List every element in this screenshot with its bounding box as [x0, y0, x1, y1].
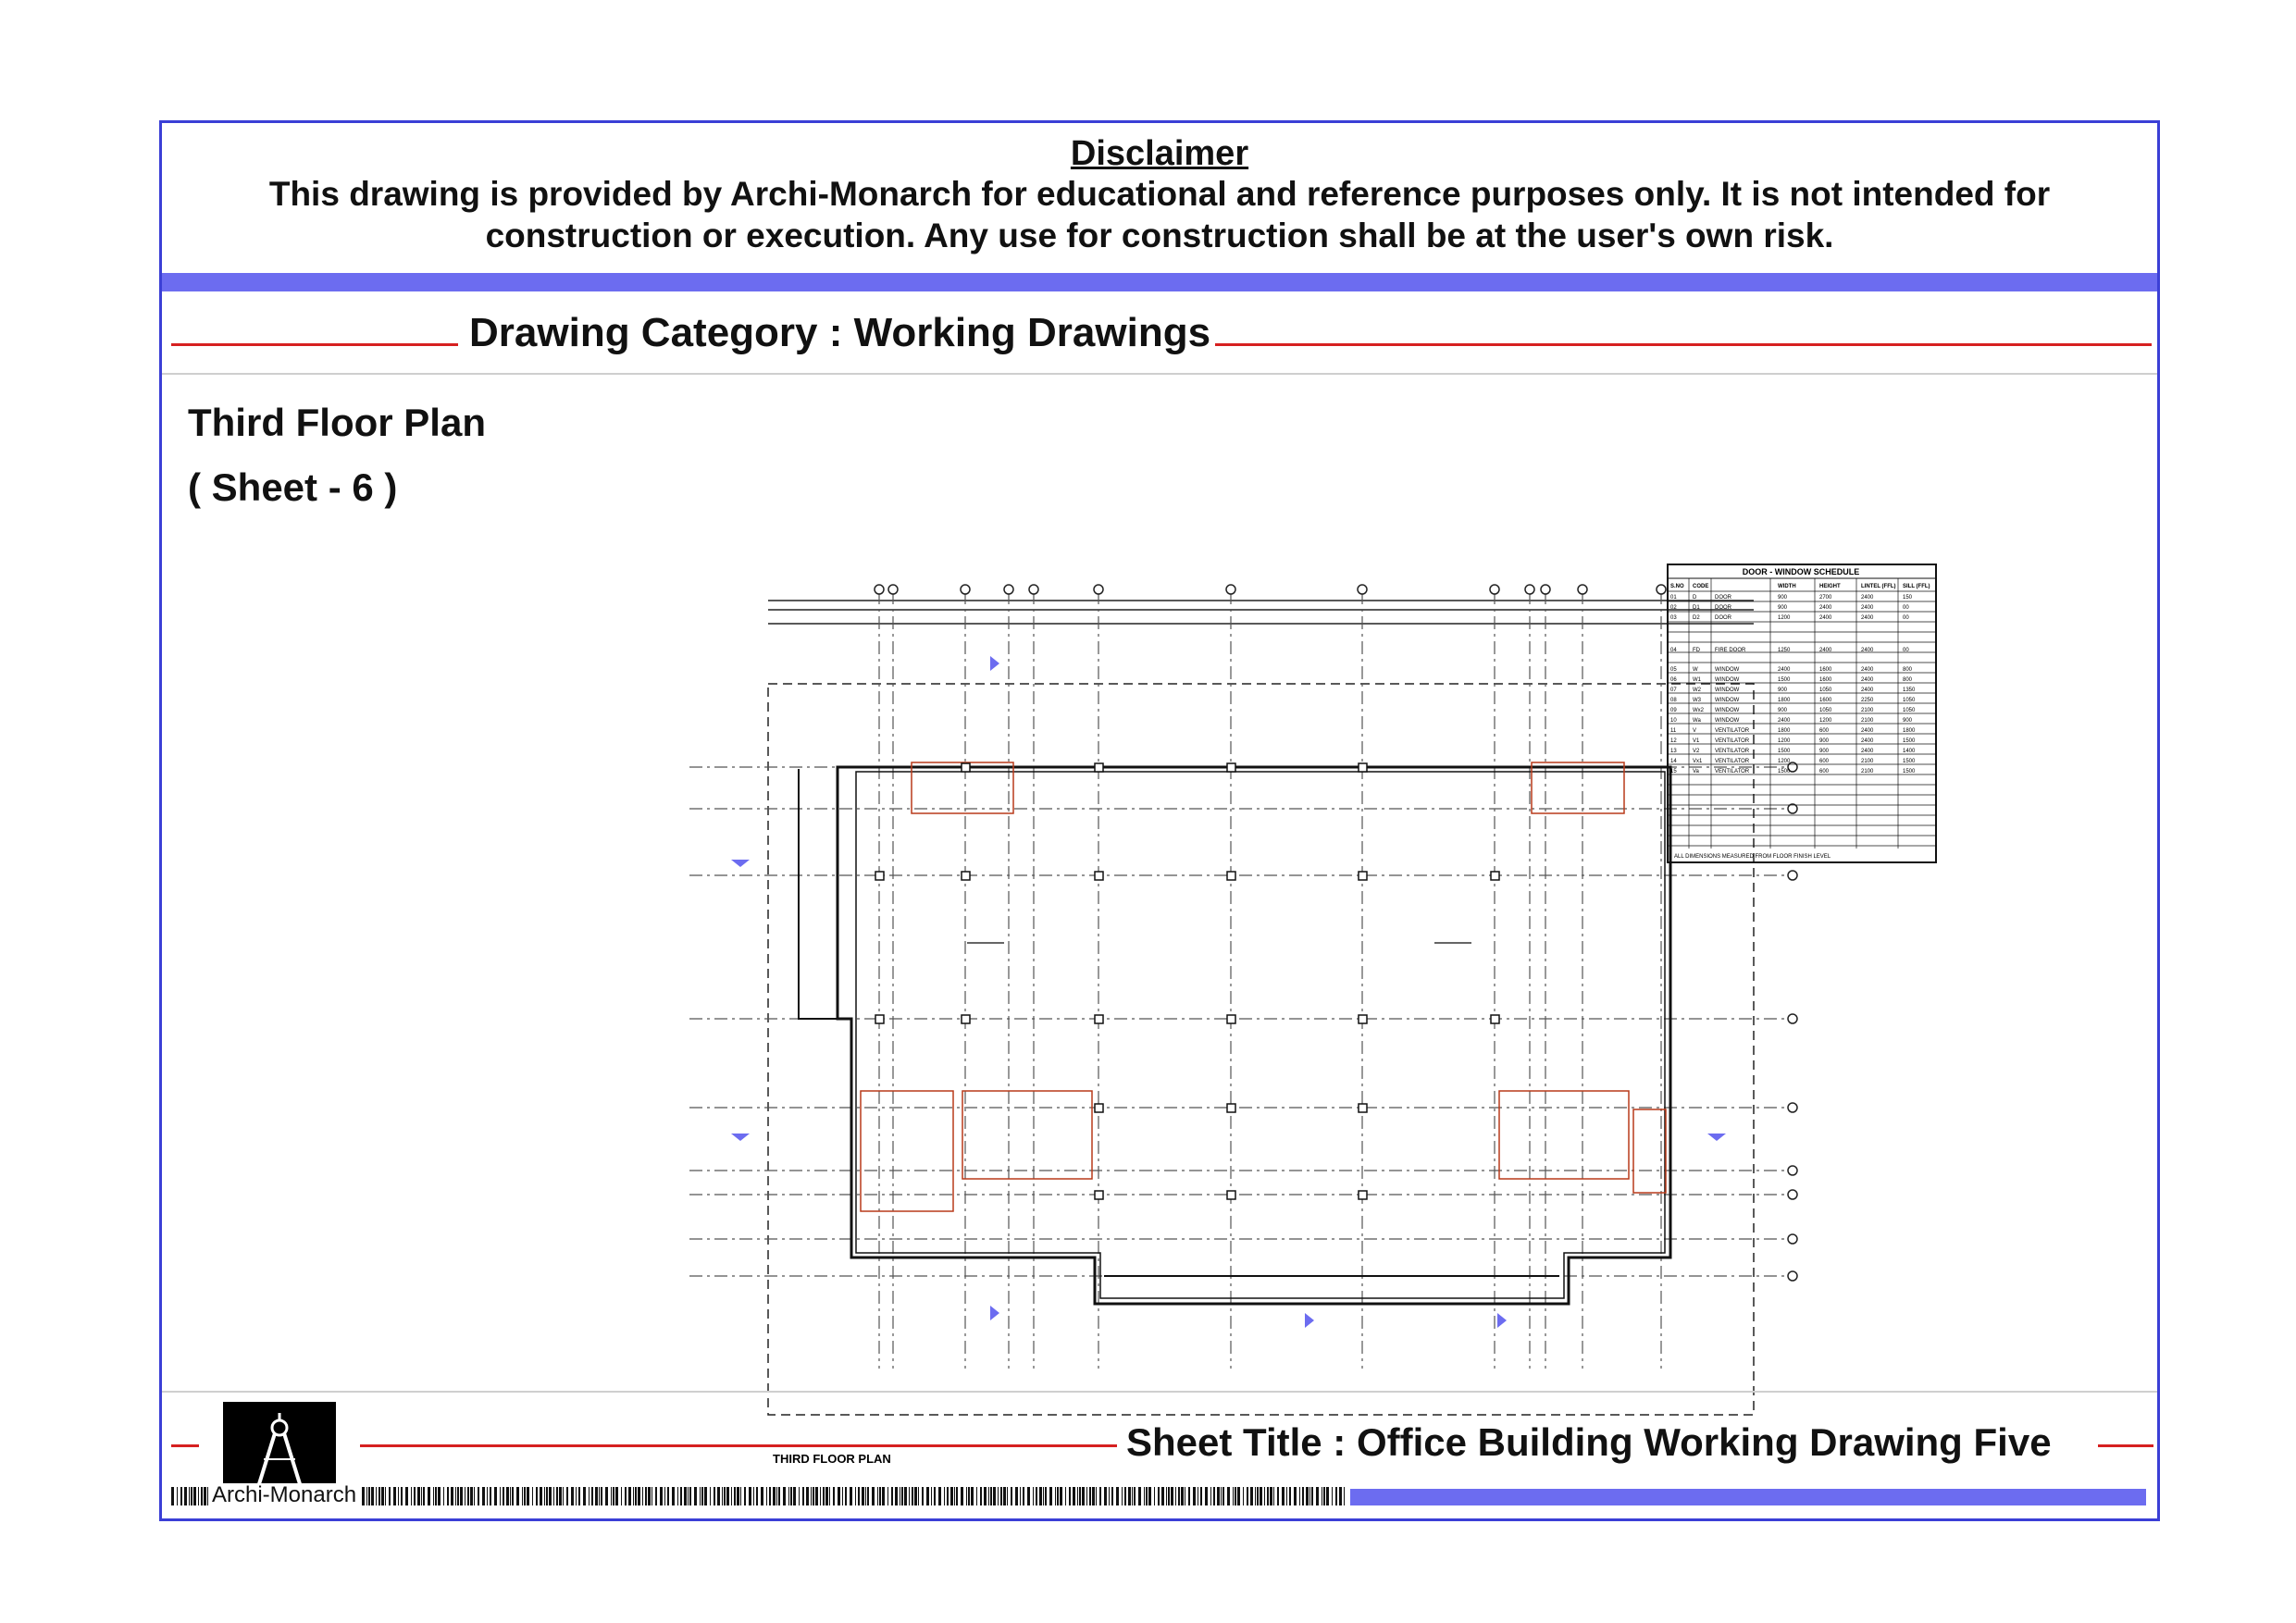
schedule-cell: 1500 [1778, 677, 1791, 683]
schedule-cell: 1200 [1778, 738, 1791, 744]
schedule-cell: Wx2 [1693, 708, 1704, 713]
sheet-title: Sheet Title : Office Building Working Drawing Five [1126, 1420, 2052, 1464]
schedule-cell: 00 [1903, 605, 1909, 611]
schedule-cell: W3 [1693, 698, 1701, 703]
plan-caption: THIRD FLOOR PLAN [773, 1452, 891, 1466]
schedule-cell: 2400 [1819, 605, 1832, 611]
schedule-cell: WINDOW [1715, 718, 1740, 724]
schedule-cell: 1200 [1778, 615, 1791, 621]
schedule-cell: 1200 [1778, 759, 1791, 764]
schedule-cell: 00 [1903, 648, 1909, 653]
schedule-cell: 12 [1670, 738, 1677, 744]
schedule-cell: 04 [1670, 648, 1677, 653]
schedule-cell: DOOR [1715, 615, 1731, 621]
schedule-header-cell: LINTEL (FFL) [1861, 584, 1896, 589]
schedule-cell: 1500 [1903, 738, 1916, 744]
schedule-cell: D2 [1693, 615, 1700, 621]
drawing-sheet-frame [159, 120, 2160, 1521]
title-block-footer [162, 1391, 2157, 1526]
schedule-cell: 1600 [1819, 677, 1832, 683]
grid-bubbles [875, 585, 1797, 1281]
category-rule-right [1215, 343, 2152, 346]
schedule-cell: 2250 [1861, 698, 1874, 703]
schedule-cell: 900 [1819, 749, 1830, 754]
schedule-cell: 09 [1670, 708, 1677, 713]
schedule-cell: V1 [1693, 738, 1700, 744]
schedule-cell: 1800 [1778, 728, 1791, 734]
schedule-header-cell: WIDTH [1778, 584, 1796, 589]
schedule-table [1667, 564, 1944, 869]
schedule-cell: 1500 [1778, 769, 1791, 774]
schedule-cell: 14 [1670, 759, 1677, 764]
schedule-cell: WINDOW [1715, 667, 1740, 673]
schedule-cell: 10 [1670, 718, 1677, 724]
schedule-cell: 2400 [1861, 615, 1874, 621]
schedule-cell: 02 [1670, 605, 1677, 611]
schedule-cell: 1800 [1903, 728, 1916, 734]
disclaimer-block [162, 123, 2157, 271]
schedule-note: ALL DIMENSIONS MEASURED FROM FLOOR FINISH LEVEL [1674, 854, 1831, 860]
schedule-cell: 01 [1670, 595, 1677, 601]
schedule-cell: 2400 [1861, 677, 1874, 683]
schedule-cell: WINDOW [1715, 688, 1740, 693]
building-inner-wall [856, 772, 1665, 1298]
schedule-cell: FIRE DOOR [1715, 648, 1746, 653]
schedule-cell: 11 [1670, 728, 1677, 734]
schedule-cell: D1 [1693, 605, 1700, 611]
schedule-cell: Vx1 [1693, 759, 1703, 764]
schedule-cell: 2100 [1861, 769, 1874, 774]
schedule-title: DOOR - WINDOW SCHEDULE [1742, 567, 1860, 576]
schedule-cell: 1600 [1819, 698, 1832, 703]
schedule-cell: 07 [1670, 688, 1677, 693]
schedule-cell: 800 [1903, 667, 1913, 673]
schedule-cell: Wa [1693, 718, 1701, 724]
footer-rule-left [171, 1444, 199, 1447]
lift-core-right [1499, 1091, 1629, 1179]
schedule-cell: 06 [1670, 677, 1677, 683]
schedule-cell: 1250 [1778, 648, 1791, 653]
schedule-cell: 1500 [1778, 749, 1791, 754]
schedule-cell: 1500 [1903, 769, 1916, 774]
section-markers [731, 656, 1726, 1328]
archi-monarch-logo [223, 1402, 336, 1494]
schedule-cell: VENTILATOR [1715, 769, 1750, 774]
schedule-cell: 2400 [1819, 615, 1832, 621]
schedule-cell: 13 [1670, 749, 1677, 754]
schedule-cell: 2400 [1819, 648, 1832, 653]
schedule-header-cell: S.NO [1670, 584, 1684, 589]
schedule-cell: 1050 [1819, 688, 1832, 693]
schedule-cell: 2400 [1861, 605, 1874, 611]
sheet-number: ( Sheet - 6 ) [188, 465, 398, 509]
schedule-cell: 1400 [1903, 749, 1916, 754]
schedule-cell: 2100 [1861, 708, 1874, 713]
schedule-cell: 2400 [1861, 738, 1874, 744]
compass-icon [223, 1402, 336, 1494]
schedule-cell: 2400 [1778, 667, 1791, 673]
header-blue-band [162, 273, 2157, 291]
schedule-cell: V2 [1693, 749, 1700, 754]
schedule-cell: DOOR [1715, 595, 1731, 601]
schedule-cell: W1 [1693, 677, 1701, 683]
schedule-cell: 2400 [1861, 688, 1874, 693]
schedule-cell: VENTILATOR [1715, 728, 1750, 734]
schedule-cell: 1200 [1819, 718, 1832, 724]
schedule-cell: WINDOW [1715, 677, 1740, 683]
disclaimer-line-1: This drawing is provided by Archi-Monarch for educational and reference purposes only. It is not intended for [268, 175, 2051, 213]
structural-columns [875, 763, 1499, 1199]
schedule-cell: 900 [1778, 708, 1788, 713]
footer-rule-right [2098, 1444, 2153, 1447]
schedule-cell: 2400 [1861, 749, 1874, 754]
schedule-cell: 2400 [1861, 595, 1874, 601]
schedule-header-cell: SILL (FFL) [1903, 584, 1930, 589]
schedule-cell: VENTILATOR [1715, 749, 1750, 754]
schedule-cell: WINDOW [1715, 708, 1740, 713]
disclaimer-line-2: construction or execution. Any use for construction shall be at the user's own risk. [485, 217, 1834, 254]
schedule-header-cell: HEIGHT [1819, 584, 1841, 589]
brand-name: Archi-Monarch [208, 1483, 360, 1507]
schedule-cell: 00 [1903, 615, 1909, 621]
schedule-header [1670, 584, 1930, 589]
schedule-cell: 1600 [1819, 667, 1832, 673]
schedule-cell: 2400 [1778, 718, 1791, 724]
schedule-cell: WINDOW [1715, 698, 1740, 703]
plan-title: Third Floor Plan [188, 401, 486, 444]
schedule-cell: VENTILATOR [1715, 759, 1750, 764]
schedule-cell: 2100 [1861, 718, 1874, 724]
schedule-cell: 800 [1903, 677, 1913, 683]
schedule-cell: 2100 [1861, 759, 1874, 764]
schedule-cell: 900 [1778, 605, 1788, 611]
toilet-block-left [861, 1091, 953, 1211]
category-rule-left [171, 343, 458, 346]
schedule-cell: 1050 [1903, 698, 1916, 703]
footer-blue-band [1350, 1489, 2146, 1505]
schedule-cell: 2400 [1861, 667, 1874, 673]
schedule-cell: 2700 [1819, 595, 1832, 601]
schedule-cell: 03 [1670, 615, 1677, 621]
footer-rule-middle [360, 1444, 1117, 1447]
schedule-cell: 150 [1903, 595, 1913, 601]
schedule-cell: 900 [1778, 688, 1788, 693]
category-row [162, 291, 2157, 375]
schedule-cell: 600 [1819, 728, 1830, 734]
left-facade [799, 769, 838, 1019]
schedule-cell: 2400 [1861, 648, 1874, 653]
schedule-cell: 900 [1819, 738, 1830, 744]
schedule-cell: 15 [1670, 769, 1677, 774]
schedule-cell: DOOR [1715, 605, 1731, 611]
schedule-cell: FD [1693, 648, 1700, 653]
lift-core-left [962, 1091, 1092, 1179]
schedule-cell: W2 [1693, 688, 1701, 693]
schedule-cell: 900 [1903, 718, 1913, 724]
door-window-schedule [1667, 564, 1944, 873]
drawing-category: Drawing Category : Working Drawings [469, 310, 1211, 355]
schedule-cell: 1800 [1778, 698, 1791, 703]
schedule-cell: 2400 [1861, 728, 1874, 734]
schedule-cell: 1050 [1903, 708, 1916, 713]
schedule-cell: 08 [1670, 698, 1677, 703]
schedule-cell: 1500 [1903, 759, 1916, 764]
schedule-cell: Va [1693, 769, 1699, 774]
schedule-cell: 1350 [1903, 688, 1916, 693]
schedule-cell: 1050 [1819, 708, 1832, 713]
schedule-header-cell: CODE [1693, 584, 1709, 589]
schedule-cell: D [1693, 595, 1697, 601]
schedule-cell: 600 [1819, 769, 1830, 774]
disclaimer-title: Disclaimer [1070, 134, 1249, 173]
schedule-cell: VENTILATOR [1715, 738, 1750, 744]
schedule-cell: 600 [1819, 759, 1830, 764]
schedule-cell: W [1693, 667, 1698, 673]
schedule-cell: 900 [1778, 595, 1788, 601]
column-grid [689, 591, 1791, 1369]
schedule-cell: 05 [1670, 667, 1677, 673]
disclaimer-text [227, 173, 2092, 256]
schedule-cell: V [1693, 728, 1697, 734]
schedule-gridlines [1668, 578, 1936, 849]
